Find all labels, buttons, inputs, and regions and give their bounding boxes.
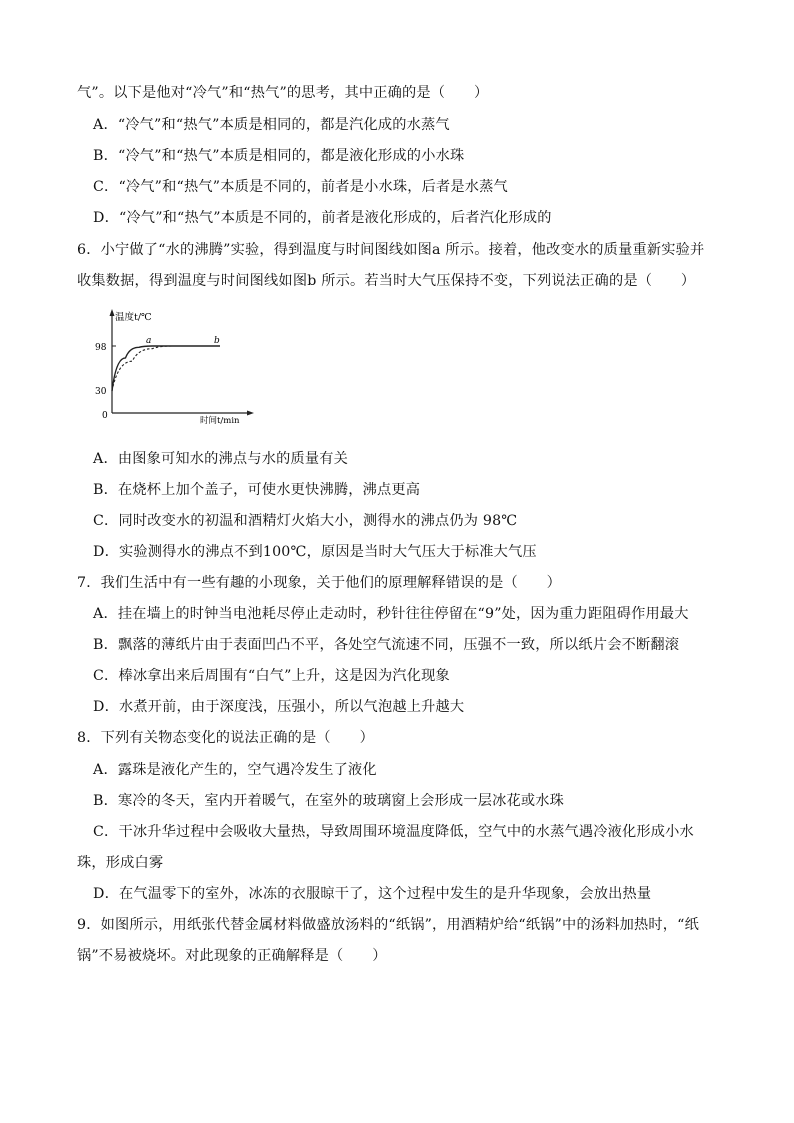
q6-option-c: C．同时改变水的初温和酒精灯火焰大小，测得水的沸点仍为 98℃ — [93, 513, 518, 529]
option-c: C．“冷气”和“热气”本质是不同的，前者是小水珠，后者是水蒸气 — [93, 179, 508, 195]
q7-option-d: D．水煮开前，由于深度浅，压强小，所以气泡越上升越大 — [93, 699, 465, 715]
question-8: 8．下列有关物态变化的说法正确的是（ ） — [77, 730, 374, 746]
question-9: 9．如图所示，用纸张代替金属材料做盛放汤料的“纸锅”，用酒精炉给“纸锅”中的汤料加热时，“纸 — [77, 917, 699, 933]
q7-option-b: B．飘落的薄纸片由于表面凹凸不平，各处空气流速不同，压强不一致，所以纸片会不断翻滚 — [93, 637, 680, 653]
x-axis-label: 时间t/min — [200, 416, 240, 426]
y-axis-label: 温度t/℃ — [115, 312, 152, 323]
q8-option-c: C．干冰升华过程中会吸收大量热，导致周围环境温度降低，空气中的水蒸气遇冷液化形成小水 — [93, 824, 694, 840]
question-6-cont: 收集数据，得到温度与时间图线如图b 所示。若当时大气压保持不变，下列说法正确的是（ ） — [77, 273, 696, 289]
y-tick-30: 30 — [95, 387, 107, 397]
q8-option-d: D．在气温零下的室外，冰冻的衣服晾干了，这个过程中发生的是升华现象，会放出热量 — [93, 886, 652, 902]
option-d: D．“冷气”和“热气”本质是不同的，前者是液化形成的，后者汽化形成的 — [93, 210, 552, 226]
y-tick-0: 0 — [102, 411, 108, 421]
q8-option-a: A．露珠是液化产生的，空气遇冷发生了液化 — [93, 762, 377, 778]
q6-option-d: D．实验测得水的沸点不到100℃，原因是当时大气压大于标准大气压 — [93, 544, 537, 560]
temperature-time-graph — [90, 305, 260, 430]
q7-option-c: C．棒冰拿出来后周围有“白气”上升，这是因为汽化现象 — [93, 668, 450, 684]
question-6: 6．小宁做了“水的沸腾”实验，得到温度与时间图线如图a 所示。接着，他改变水的质量重新实验并 — [77, 242, 705, 258]
q8-option-b: B．寒冷的冬天，室内开着暖气，在室外的玻璃窗上会形成一层冰花或水珠 — [93, 793, 565, 809]
x-axis-arrow — [247, 411, 254, 416]
y-axis-arrow — [110, 309, 115, 316]
q7-option-a: A．挂在墙上的时钟当电池耗尽停止走动时，秒针往往停留在“9”处，因为重力距阻碍作用最大 — [93, 606, 689, 622]
question-9-cont: 锅”不易被烧坏。对此现象的正确解释是（ ） — [77, 948, 387, 964]
series-b-label: b — [214, 336, 220, 346]
series-a-line — [112, 346, 220, 391]
y-tick-98: 98 — [95, 343, 107, 353]
q6-option-a: A．由图象可知水的沸点与水的质量有关 — [93, 451, 349, 467]
series-a-label: a — [146, 336, 152, 346]
text-line: 气”。以下是他对“冷气”和“热气”的思考，其中正确的是（ ） — [77, 85, 489, 101]
q8-option-c-cont: 珠，形成白雾 — [77, 855, 164, 871]
option-b: B．“冷气”和“热气”本质是相同的，都是液化形成的小水珠 — [93, 148, 465, 164]
q6-option-b: B．在烧杯上加个盖子，可使水更快沸腾，沸点更高 — [93, 482, 421, 498]
question-7: 7．我们生活中有一些有趣的小现象，关于他们的原理解释错误的是（ ） — [77, 575, 562, 591]
option-a: A．“冷气”和“热气”本质是相同的，都是汽化成的水蒸气 — [93, 117, 450, 133]
